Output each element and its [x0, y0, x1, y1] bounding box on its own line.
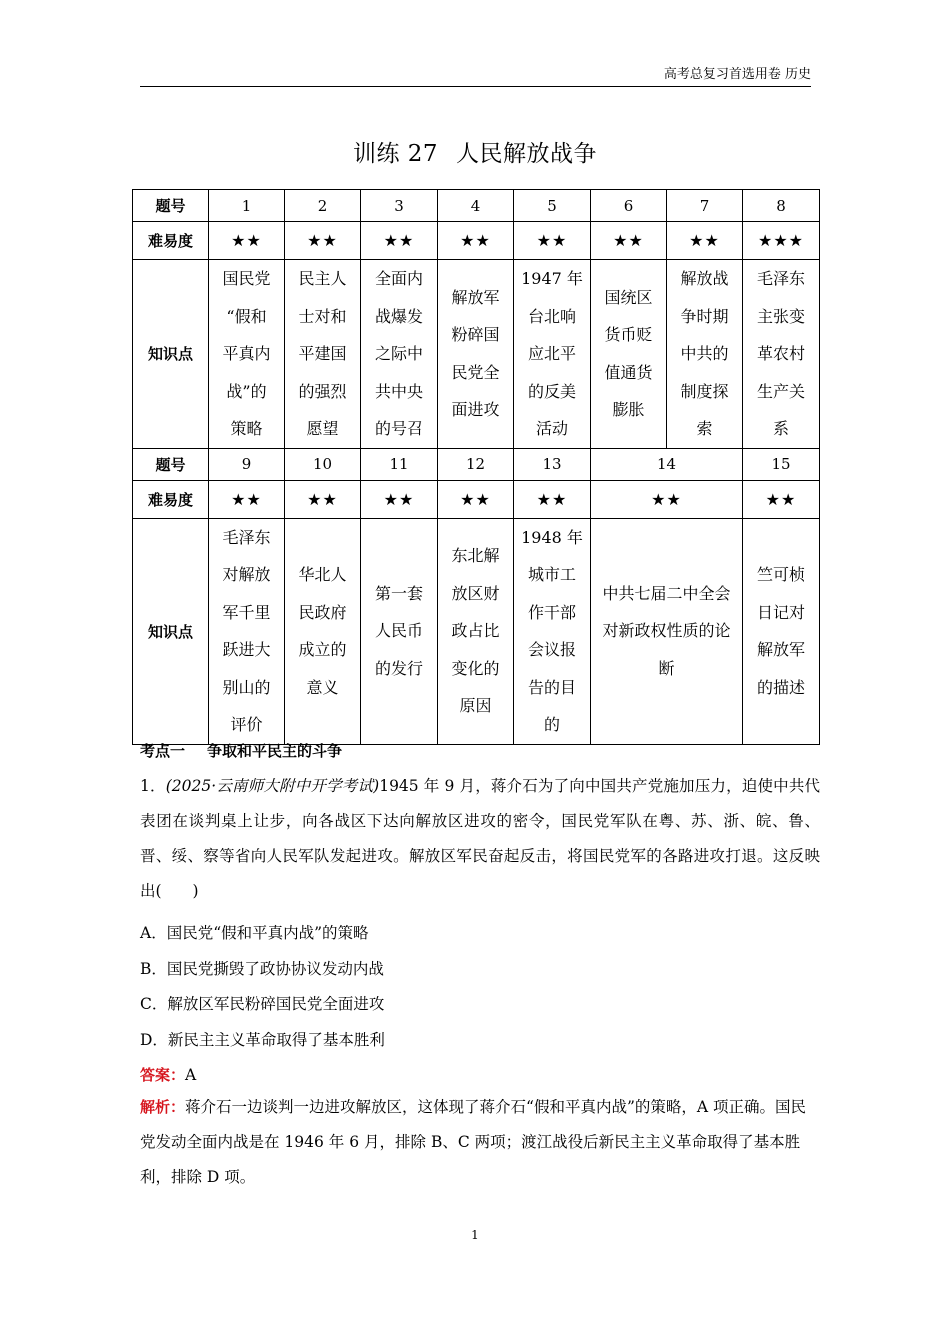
knowledge-line: 国统区: [604, 287, 653, 307]
table-cell: 3: [361, 190, 438, 222]
table-cell: 1: [209, 190, 285, 222]
knowledge-line: 别山的: [222, 677, 271, 697]
star-rating: ★★: [285, 222, 361, 260]
knowledge-line: 华北人: [298, 565, 347, 584]
answer-label: 答案：: [140, 1066, 186, 1084]
knowledge-line: 争时期: [680, 306, 729, 326]
knowledge-line: 变化的: [451, 658, 500, 678]
row-label-difficulty: 难易度: [133, 480, 209, 518]
knowledge-line: 粉碎国: [451, 325, 500, 345]
table-cell: 11: [361, 448, 438, 480]
knowledge-line: 会议报: [527, 640, 576, 659]
star-rating: ★★: [285, 480, 361, 518]
section-title: 争取和平民主的斗争: [207, 742, 343, 760]
knowledge-line: 解放军: [756, 640, 805, 659]
option-b: B．国民党撕毁了政协协议发动内战: [140, 960, 384, 978]
knowledge-line: 值通货: [604, 362, 653, 382]
knowledge-line: 士对和: [298, 306, 347, 326]
star-rating: ★★: [514, 222, 591, 260]
explanation: [140, 1090, 820, 1195]
knowledge-line: 东北解: [451, 546, 500, 566]
knowledge-line: 解放军: [451, 287, 500, 307]
table-cell: 5: [514, 190, 591, 222]
title-text: 人民解放战争: [456, 141, 598, 167]
knowledge-line: 竺可桢: [756, 565, 805, 584]
star-rating: ★★: [361, 222, 438, 260]
star-rating: ★★: [591, 222, 667, 260]
option-a: A．国民党“假和平真内战”的策略: [140, 924, 369, 942]
table-row: [133, 518, 820, 744]
star-rating: ★★: [361, 480, 438, 518]
star-rating: ★★: [209, 222, 285, 260]
section-heading: [140, 740, 342, 761]
knowledge-line: 活动: [535, 419, 568, 438]
knowledge-line: 愿望: [306, 419, 339, 438]
knowledge-line: 民主人: [298, 269, 347, 288]
knowledge-line: 膨胀: [612, 400, 645, 420]
question-number: 1．: [140, 777, 166, 795]
table-cell: 14: [591, 448, 743, 480]
knowledge-line: 共中央: [374, 381, 423, 401]
knowledge-line: 全面内: [374, 269, 423, 288]
knowledge-line: 的发行: [374, 658, 423, 678]
knowledge-line: 成立的: [298, 640, 347, 659]
knowledge-line: 毛泽东: [222, 527, 271, 547]
knowledge-cell: [743, 518, 820, 744]
knowledge-line: 跃进大: [222, 640, 271, 659]
knowledge-cell: [209, 260, 285, 449]
knowledge-line: 平建国: [298, 344, 347, 363]
table-row: [133, 222, 820, 260]
table-cell: 13: [514, 448, 591, 480]
option-d: D．新民主主义革命取得了基本胜利: [140, 1031, 385, 1049]
knowledge-line: 之际中: [374, 344, 423, 363]
knowledge-line: 生产关: [756, 381, 805, 401]
knowledge-line: 作干部: [527, 602, 576, 622]
star-rating: ★★: [667, 222, 743, 260]
answer: [140, 1064, 196, 1085]
answer-value: A: [185, 1066, 197, 1084]
row-label-num: 题号: [133, 448, 209, 480]
explanation-text: 蒋介石一边谈判一边进攻解放区，这体现了蒋介石“假和平真内战”的策略，A 项正确。国民党发动全面内战是在 1946 年 6 月，排除 B、C 两项；渡江战役后新民主主义革命取得了基本胜利，排除 D 项。: [140, 1098, 806, 1186]
knowledge-line: 断: [658, 658, 675, 678]
star-rating: ★★: [438, 222, 514, 260]
knowledge-table: [132, 189, 820, 745]
knowledge-line: 意义: [306, 677, 339, 697]
knowledge-line: 解放战: [680, 269, 729, 288]
table-cell: 9: [209, 448, 285, 480]
table-row: [133, 260, 820, 449]
table-cell: 4: [438, 190, 514, 222]
question-source: (2025·云南师大附中开学考试): [165, 777, 380, 795]
row-label-knowledge: 知识点: [133, 518, 209, 744]
page-title: [0, 135, 950, 168]
question-stem: [140, 769, 820, 909]
knowledge-line: 告的目: [527, 677, 576, 697]
knowledge-line: 制度探: [680, 381, 729, 401]
knowledge-cell: [514, 518, 591, 744]
knowledge-line: 台北响: [527, 306, 576, 326]
knowledge-line: 民政府: [298, 602, 347, 622]
knowledge-line: 民党全: [451, 362, 500, 382]
table-cell: 12: [438, 448, 514, 480]
row-label-num: 题号: [133, 190, 209, 222]
knowledge-cell: [361, 518, 438, 744]
knowledge-line: 1948 年: [521, 527, 583, 547]
knowledge-cell: [667, 260, 743, 449]
star-rating: ★★★: [743, 222, 820, 260]
knowledge-line: 对解放: [222, 565, 271, 584]
table-cell: 6: [591, 190, 667, 222]
knowledge-cell: [743, 260, 820, 449]
knowledge-line: 系: [772, 419, 789, 438]
star-rating: ★★: [438, 480, 514, 518]
knowledge-cell: [361, 260, 438, 449]
knowledge-cell: [438, 518, 514, 744]
knowledge-line: 革农村: [756, 344, 805, 363]
knowledge-line: 原因: [459, 696, 492, 716]
knowledge-cell: [285, 518, 361, 744]
knowledge-line: 的: [543, 715, 560, 734]
knowledge-line: 军千里: [222, 602, 271, 622]
knowledge-line: 放区财: [451, 583, 500, 603]
knowledge-cell: [285, 260, 361, 449]
knowledge-line: 战爆发: [374, 306, 423, 326]
table-row: [133, 190, 820, 222]
option-c: C．解放区军民粉碎国民党全面进攻: [140, 995, 385, 1013]
table-cell: 7: [667, 190, 743, 222]
knowledge-line: 1947 年: [521, 269, 583, 288]
row-label-knowledge: 知识点: [133, 260, 209, 449]
row-label-difficulty: 难易度: [133, 222, 209, 260]
table-cell: 8: [743, 190, 820, 222]
knowledge-line: 人民币: [374, 621, 423, 641]
knowledge-line: 策略: [230, 419, 263, 438]
knowledge-line: 的号召: [374, 419, 423, 438]
knowledge-line: 的强烈: [298, 381, 347, 401]
knowledge-cell: [514, 260, 591, 449]
knowledge-line: 战”的: [226, 381, 267, 401]
knowledge-line: “假和: [226, 306, 267, 326]
star-rating: ★★: [591, 480, 743, 518]
knowledge-line: 货币贬: [604, 325, 653, 345]
table-cell: 15: [743, 448, 820, 480]
table-row: [133, 480, 820, 518]
knowledge-cell: [209, 518, 285, 744]
knowledge-line: 的描述: [756, 677, 805, 697]
star-rating: ★★: [209, 480, 285, 518]
knowledge-line: 索: [696, 419, 713, 438]
knowledge-line: 的反美: [527, 381, 576, 401]
knowledge-line: 毛泽东: [756, 269, 805, 288]
knowledge-line: 平真内: [222, 344, 271, 363]
knowledge-line: 中共七届二中全会: [602, 583, 731, 603]
knowledge-line: 中共的: [680, 344, 729, 363]
table-row: [133, 448, 820, 480]
question-text: 1945 年 9 月，蒋介石为了向中国共产党施加压力，迫使中共代表团在谈判桌上让步，向各战区下达向解放区进攻的密令，国民党军队在粤、苏、浙、皖、鲁、晋、绥、察等省向人民军队发起进攻。解放区军民奋起反击，将国民党军的各路进攻打退。这反映出( ): [140, 777, 821, 900]
knowledge-cell: [591, 518, 743, 744]
knowledge-line: 城市工: [527, 565, 576, 584]
knowledge-line: 政占比: [451, 621, 500, 641]
table-cell: 10: [285, 448, 361, 480]
knowledge-line: 主张变: [756, 306, 805, 326]
title-number: 训练 27: [352, 141, 439, 167]
knowledge-cell: [591, 260, 667, 449]
section-label: 考点一: [140, 742, 186, 760]
knowledge-line: 日记对: [756, 602, 805, 622]
knowledge-line: 应北平: [527, 344, 576, 363]
knowledge-line: 面进攻: [451, 400, 500, 420]
knowledge-cell: [438, 260, 514, 449]
star-rating: ★★: [743, 480, 820, 518]
knowledge-line: 对新政权性质的论: [602, 621, 731, 641]
knowledge-line: 第一套: [374, 583, 423, 603]
running-header: 高考总复习首选用卷 历史: [140, 64, 811, 87]
page-number: 1: [471, 1228, 479, 1242]
explanation-label: 解析：: [140, 1098, 186, 1116]
table-cell: 2: [285, 190, 361, 222]
knowledge-line: 国民党: [222, 269, 271, 288]
star-rating: ★★: [514, 480, 591, 518]
knowledge-line: 评价: [230, 715, 263, 734]
